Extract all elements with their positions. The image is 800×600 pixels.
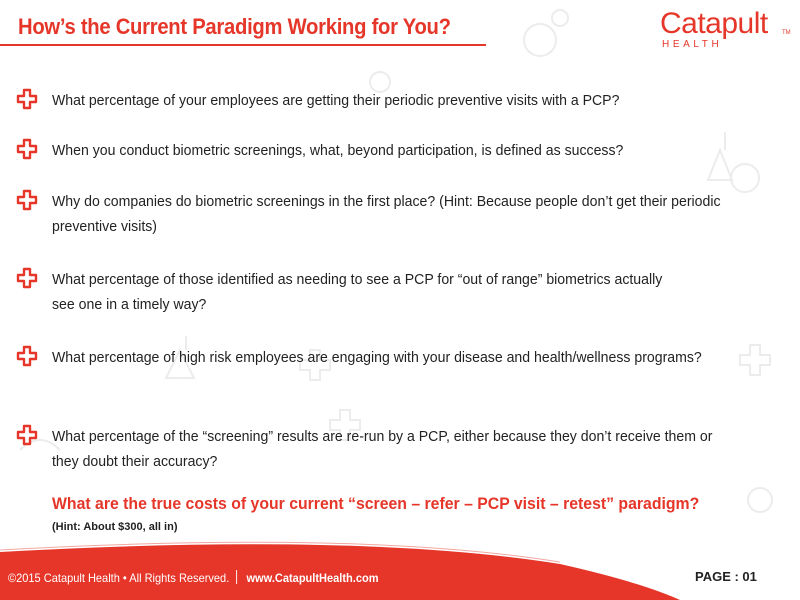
- red-cross-icon: [16, 345, 38, 367]
- red-cross-icon: [16, 267, 38, 289]
- footer-credits: [8, 570, 379, 585]
- question-text: When you conduct biometric screenings, what, beyond participation, is defined as success?: [52, 142, 624, 159]
- question-text: What percentage of your employees are getting their periodic preventive visits with a PCP?: [52, 92, 620, 109]
- footer-website-link[interactable]: www.CatapultHealth.com: [246, 571, 379, 585]
- question-text: What percentage of the “screening” results are re-run by a PCP, either because they don’t receive them or they doubt their accuracy?: [52, 428, 713, 470]
- logo-trademark: TM: [782, 30, 791, 36]
- red-cross-icon: [16, 88, 38, 110]
- red-cross-icon: [16, 189, 38, 211]
- question-text: Why do companies do biometric screenings in the first place? (Hint: Because people don’t get their periodic preventive visits): [52, 193, 721, 235]
- cta-question: What are the true costs of your current “screen – refer – PCP visit – retest” paradigm?: [52, 494, 700, 513]
- page-title: How’s the Current Paradigm Working for You?: [18, 14, 451, 39]
- logo-wordmark: Catapult: [660, 7, 768, 40]
- footer-divider: [236, 570, 237, 584]
- page-number: PAGE : 01: [695, 569, 757, 584]
- logo-subtitle: HEALTH: [662, 39, 723, 50]
- red-cross-icon: [16, 424, 38, 446]
- question-text: What percentage of high risk employees are engaging with your disease and health/wellness programs?: [52, 349, 702, 366]
- question-text: What percentage of those identified as needing to see a PCP for “out of range” biometrics actually see one in a timely way?: [52, 271, 663, 313]
- red-cross-icon: [16, 138, 38, 160]
- cta-hint: (Hint: About $300, all in): [52, 521, 178, 533]
- footer-copyright: ©2015 Catapult Health • All Rights Reserved.: [8, 571, 230, 585]
